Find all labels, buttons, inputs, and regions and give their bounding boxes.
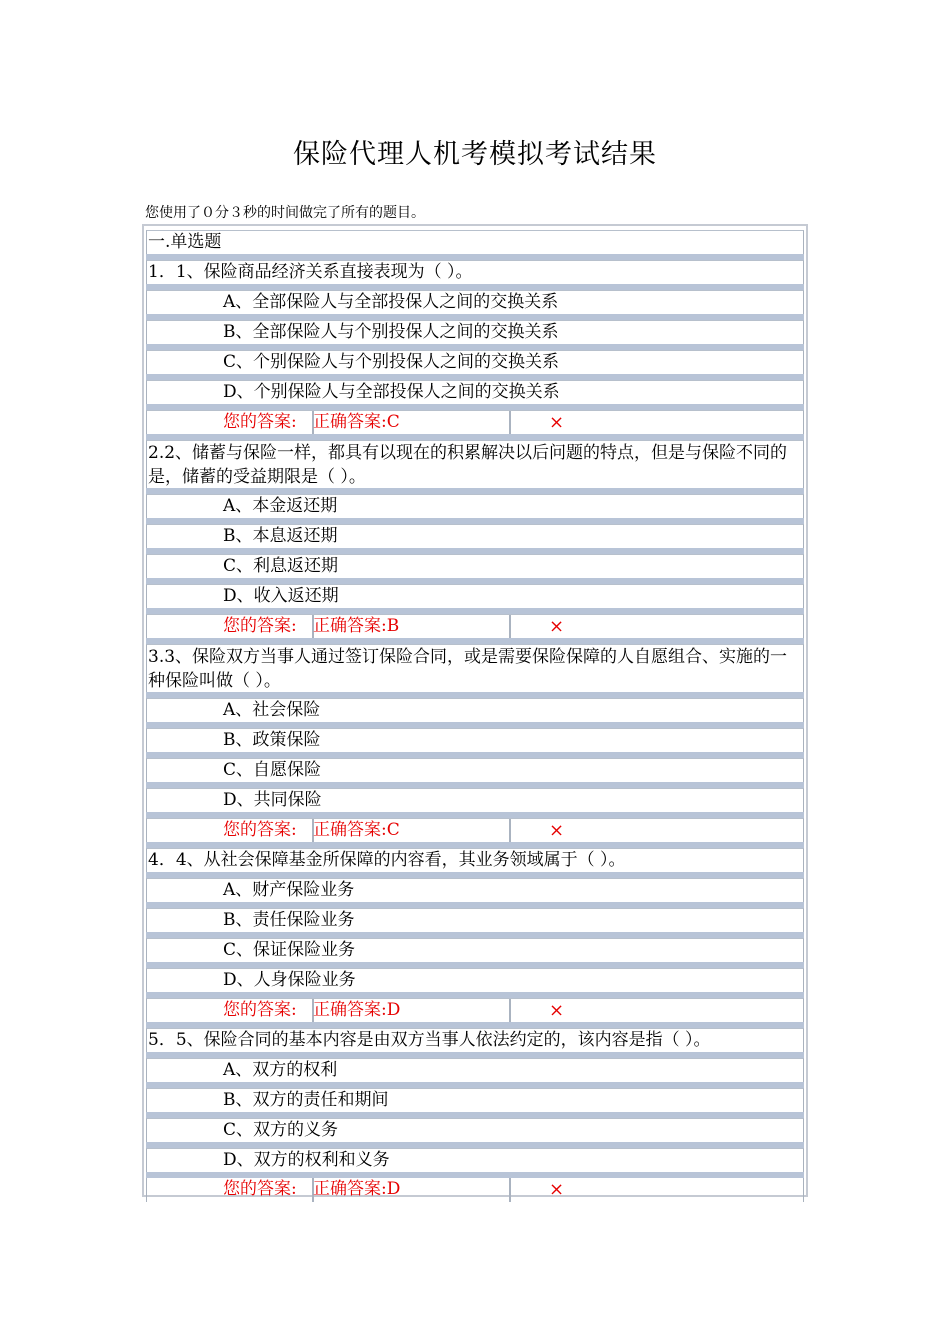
your-answer-label: 您的答案: bbox=[223, 1000, 297, 1020]
answer-row bbox=[146, 998, 804, 1022]
question-text: 4．4、从社会保障基金所保障的内容看，其业务领域属于（ ）。 bbox=[148, 850, 626, 870]
your-answer-label: 您的答案: bbox=[223, 412, 297, 432]
option-text: D、收入返还期 bbox=[223, 586, 339, 606]
question-row bbox=[146, 848, 804, 872]
option-row bbox=[146, 878, 804, 902]
option-row bbox=[146, 584, 804, 608]
correct-answer: 正确答案:B bbox=[313, 616, 400, 636]
option-text: D、共同保险 bbox=[223, 790, 322, 810]
correct-answer: 正确答案:D bbox=[313, 1000, 401, 1020]
option-text: B、双方的责任和期间 bbox=[223, 1090, 389, 1110]
option-row bbox=[146, 290, 804, 314]
option-text: A、全部保险人与全部投保人之间的交换关系 bbox=[223, 292, 559, 312]
wrong-icon: × bbox=[549, 1000, 565, 1021]
option-text: C、利息返还期 bbox=[223, 556, 339, 576]
option-row bbox=[146, 1088, 804, 1112]
correct-answer: 正确答案:C bbox=[313, 820, 400, 840]
option-row bbox=[146, 938, 804, 962]
answer-row bbox=[146, 410, 804, 434]
option-row bbox=[146, 1118, 804, 1142]
wrong-icon: × bbox=[549, 412, 565, 433]
option-row bbox=[146, 1148, 804, 1172]
option-row bbox=[146, 698, 804, 722]
question-text: 5．5、保险合同的基本内容是由双方当事人依法约定的，该内容是指（ ）。 bbox=[148, 1030, 711, 1050]
question-row bbox=[146, 1028, 804, 1052]
option-row bbox=[146, 554, 804, 578]
answer-row bbox=[146, 614, 804, 638]
question-text: 2.2、储蓄与保险一样，都具有以现在的积累解决以后问题的特点，但是与保险不同的是，储蓄的受益期限是（ ）。 bbox=[148, 443, 788, 487]
page-title: 保险代理人机考模拟考试结果 bbox=[293, 139, 657, 170]
option-text: B、政策保险 bbox=[223, 730, 321, 750]
section-title: 一.单选题 bbox=[148, 232, 222, 252]
option-text: B、全部保险人与个别投保人之间的交换关系 bbox=[223, 322, 559, 342]
option-row bbox=[146, 524, 804, 548]
option-row bbox=[146, 728, 804, 752]
answer-row bbox=[146, 1178, 804, 1202]
option-text: D、个别保险人与全部投保人之间的交换关系 bbox=[223, 382, 560, 402]
question-text: 3.3、保险双方当事人通过签订保险合同，或是需要保险保障的人自愿组合、实施的一种保险叫做（ ）。 bbox=[148, 647, 788, 691]
time-summary: 您使用了０分３秒的时间做完了所有的题目。 bbox=[145, 205, 425, 221]
option-text: B、本息返还期 bbox=[223, 526, 338, 546]
your-answer-label: 您的答案: bbox=[223, 616, 297, 636]
option-text: A、社会保险 bbox=[223, 700, 321, 720]
wrong-icon: × bbox=[549, 616, 565, 637]
option-text: A、双方的权利 bbox=[223, 1060, 338, 1080]
wrong-icon: × bbox=[549, 820, 565, 841]
option-text: C、双方的义务 bbox=[223, 1120, 339, 1140]
your-answer-label: 您的答案: bbox=[223, 1179, 297, 1199]
option-text: D、双方的权利和义务 bbox=[223, 1150, 390, 1170]
option-text: C、个别保险人与个别投保人之间的交换关系 bbox=[223, 352, 560, 372]
option-row bbox=[146, 758, 804, 782]
wrong-icon: × bbox=[549, 1179, 565, 1200]
question-row bbox=[146, 260, 804, 284]
option-row bbox=[146, 320, 804, 344]
correct-answer: 正确答案:C bbox=[313, 412, 400, 432]
question-row bbox=[146, 644, 804, 692]
option-row bbox=[146, 380, 804, 404]
exam-results-table bbox=[142, 224, 808, 1200]
correct-answer: 正确答案:D bbox=[313, 1179, 401, 1199]
option-text: C、自愿保险 bbox=[223, 760, 322, 780]
option-row bbox=[146, 908, 804, 932]
option-row bbox=[146, 968, 804, 992]
option-row bbox=[146, 494, 804, 518]
question-row bbox=[146, 440, 804, 488]
your-answer-label: 您的答案: bbox=[223, 820, 297, 840]
option-text: B、责任保险业务 bbox=[223, 910, 355, 930]
option-text: C、保证保险业务 bbox=[223, 940, 356, 960]
option-text: A、财产保险业务 bbox=[223, 880, 355, 900]
option-row bbox=[146, 788, 804, 812]
option-text: D、人身保险业务 bbox=[223, 970, 356, 990]
answer-row bbox=[146, 818, 804, 842]
section-header bbox=[146, 230, 804, 254]
option-text: A、本金返还期 bbox=[223, 496, 338, 516]
question-text: 1．1、保险商品经济关系直接表现为（ ）。 bbox=[148, 262, 473, 282]
option-row bbox=[146, 1058, 804, 1082]
option-row bbox=[146, 350, 804, 374]
